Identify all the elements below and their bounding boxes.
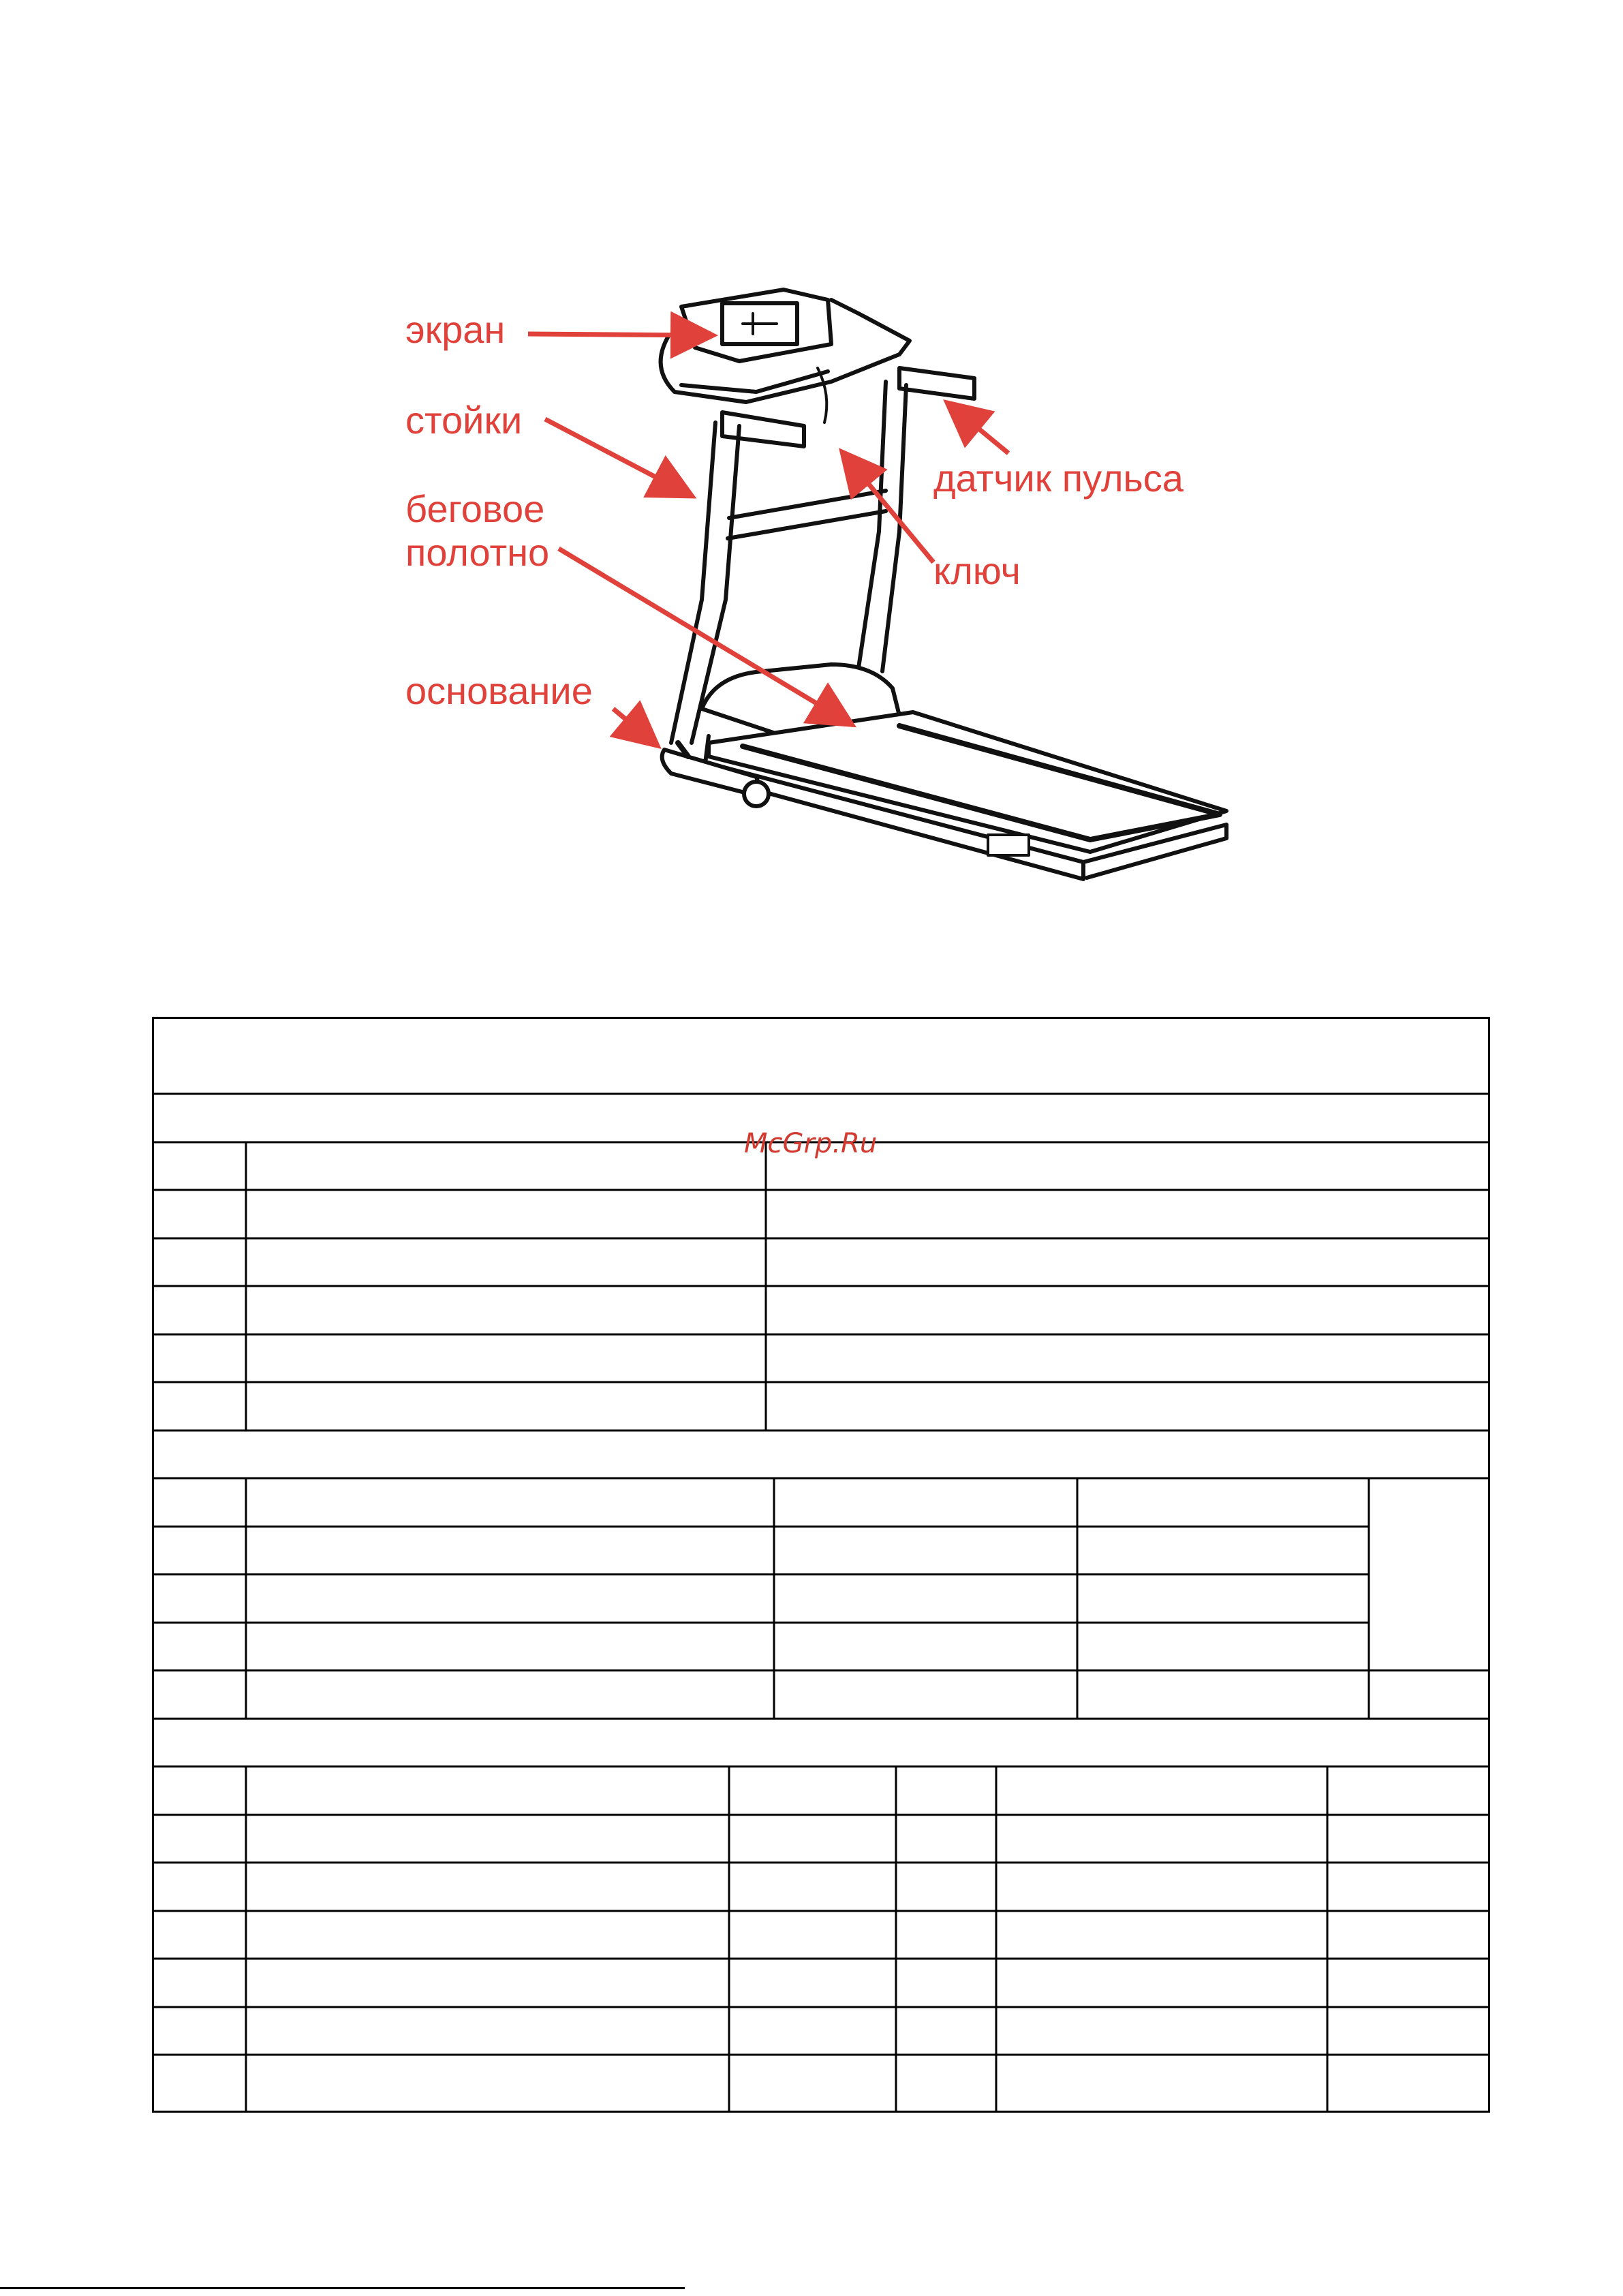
footer-rule xyxy=(0,2287,685,2289)
section3-column-lines xyxy=(246,1766,1327,2113)
section2-column-lines xyxy=(246,1478,1369,1719)
table-row-lines xyxy=(152,1094,1490,2055)
table-border xyxy=(153,1018,1489,2112)
label-screen: экран xyxy=(405,308,506,351)
watermark: McGrp.Ru xyxy=(744,1128,878,1159)
spec-table xyxy=(152,1017,1490,2113)
label-belt-line2: полотно xyxy=(405,531,550,575)
label-base: основание xyxy=(405,669,593,712)
label-belt xyxy=(405,487,549,575)
label-belt-line1: беговое xyxy=(405,487,545,530)
treadmill-diagram xyxy=(0,0,1623,954)
label-pulse-sensor: датчик пульса xyxy=(933,457,1184,500)
label-uprights: стойки xyxy=(405,399,523,442)
label-key: ключ xyxy=(933,549,1021,592)
